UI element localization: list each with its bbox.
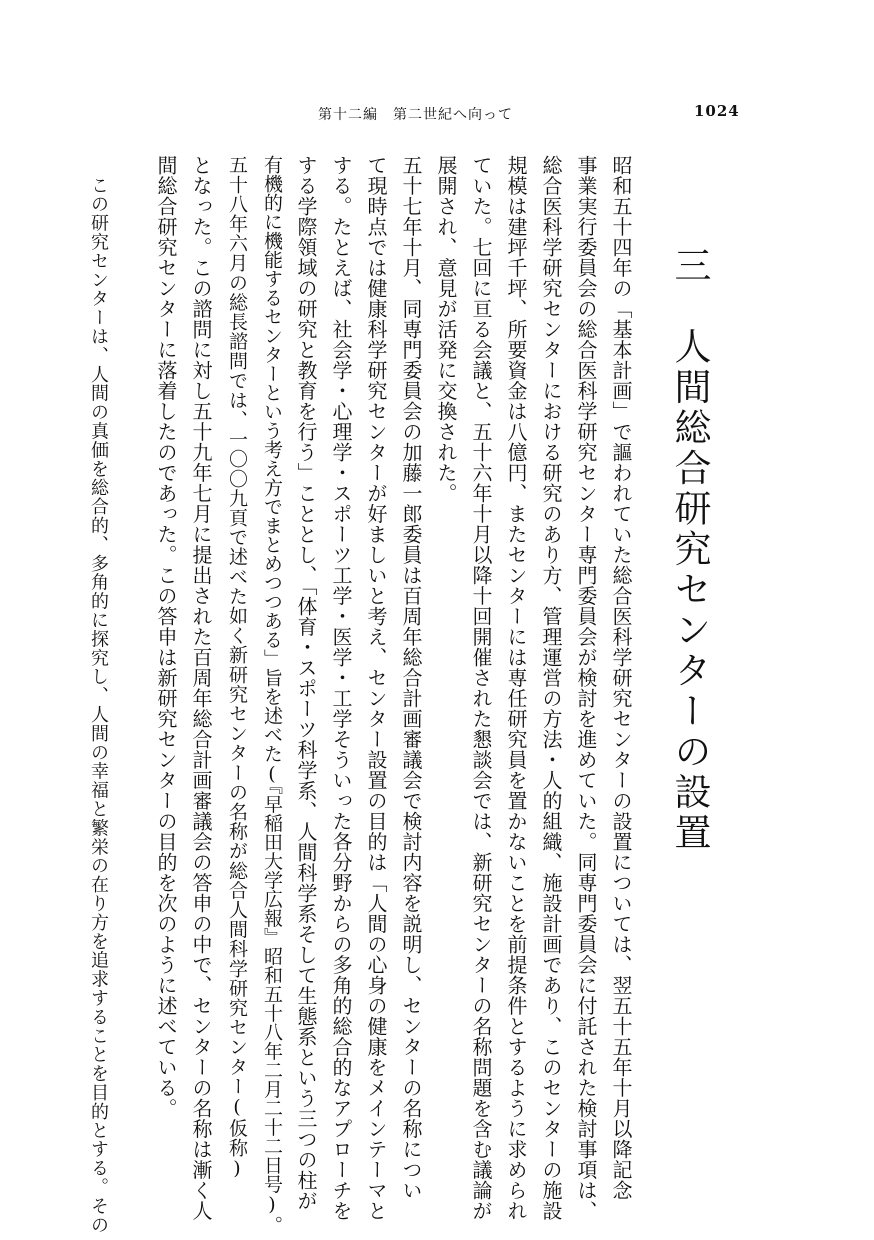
section-heading: 三 人間総合研究センターの設置 xyxy=(668,246,711,854)
body-line: 展開され、意見が活発に交換された。 xyxy=(434,155,458,504)
body-line: 昭和五十四年の「基本計画」で謳われていた総合医科学研究センターの設置については、翌五十五年十月以降記念 xyxy=(609,155,633,1201)
body-line: 五十八年六月の総長諮問では、一〇〇九頁で述べた如く新研究センターの名称が総合人間科学研究センター(仮称) xyxy=(226,155,248,1181)
body-line: 事業実行委員会の総合医科学研究センター専門委員会が検討を進めていた。同専門委員会に付託された検討事項は、 xyxy=(574,155,598,1221)
body-line: て現時点では健康科学研究センターが好ましいと考え、センター設置の目的は「人間の心身の健康をメインテーマと xyxy=(364,155,388,1221)
block-quote: この研究センターは、人間の真価を総合的、多角的に探究し、人間の幸福と繁栄の在り方を追求することを目的とする。その xyxy=(88,176,109,1235)
body-line: ていた。七回に亘る会議と、五十六年十月以降十回開催された懇談会では、新研究センターの名称問題を含む議論が xyxy=(469,155,493,1221)
body-line: となった。この諮問に対し五十九年七月に提出された百周年総合計画審議会の答申の中で、センターの名称は漸く人 xyxy=(189,155,213,1221)
running-title: 第十二編 第二世紀へ向って xyxy=(318,107,513,123)
body-line: 総合医科学研究センターにおける研究のあり方、管理運営の方法・人的組織、施設計画であり、このセンターの施設 xyxy=(539,155,563,1221)
body-line: 規模は建坪千坪、所要資金は八億円、またセンターには専任研究員を置かないことを前提条件とするように求められ xyxy=(504,155,528,1221)
page-number: 1024 xyxy=(694,102,740,120)
body-line: 有機的に機能するセンターという考え方でまとめつつある」旨を述べた(『早稲田大学広報』昭和五十八年二月二十二日号)。 xyxy=(261,155,283,1235)
body-line: 間総合研究センターに落着したのであった。この答申は新研究センターの目的を次のように述べている。 xyxy=(154,155,178,1119)
body-line: する。たとえば、社会学・心理学・スポーツ工学・医学・工学そういった各分野からの多角的総合的なアプローチを xyxy=(329,155,353,1221)
body-line: する学際領域の研究と教育を行う」こととし、「体育・スポーツ科学系、人間科学系そして生態系という三つの柱が xyxy=(294,155,318,1211)
body-line: 五十七年十月、同専門委員会の加藤一郎委員は百周年総合計画審議会で検討内容を説明し、センターの名称につい xyxy=(399,155,423,1201)
